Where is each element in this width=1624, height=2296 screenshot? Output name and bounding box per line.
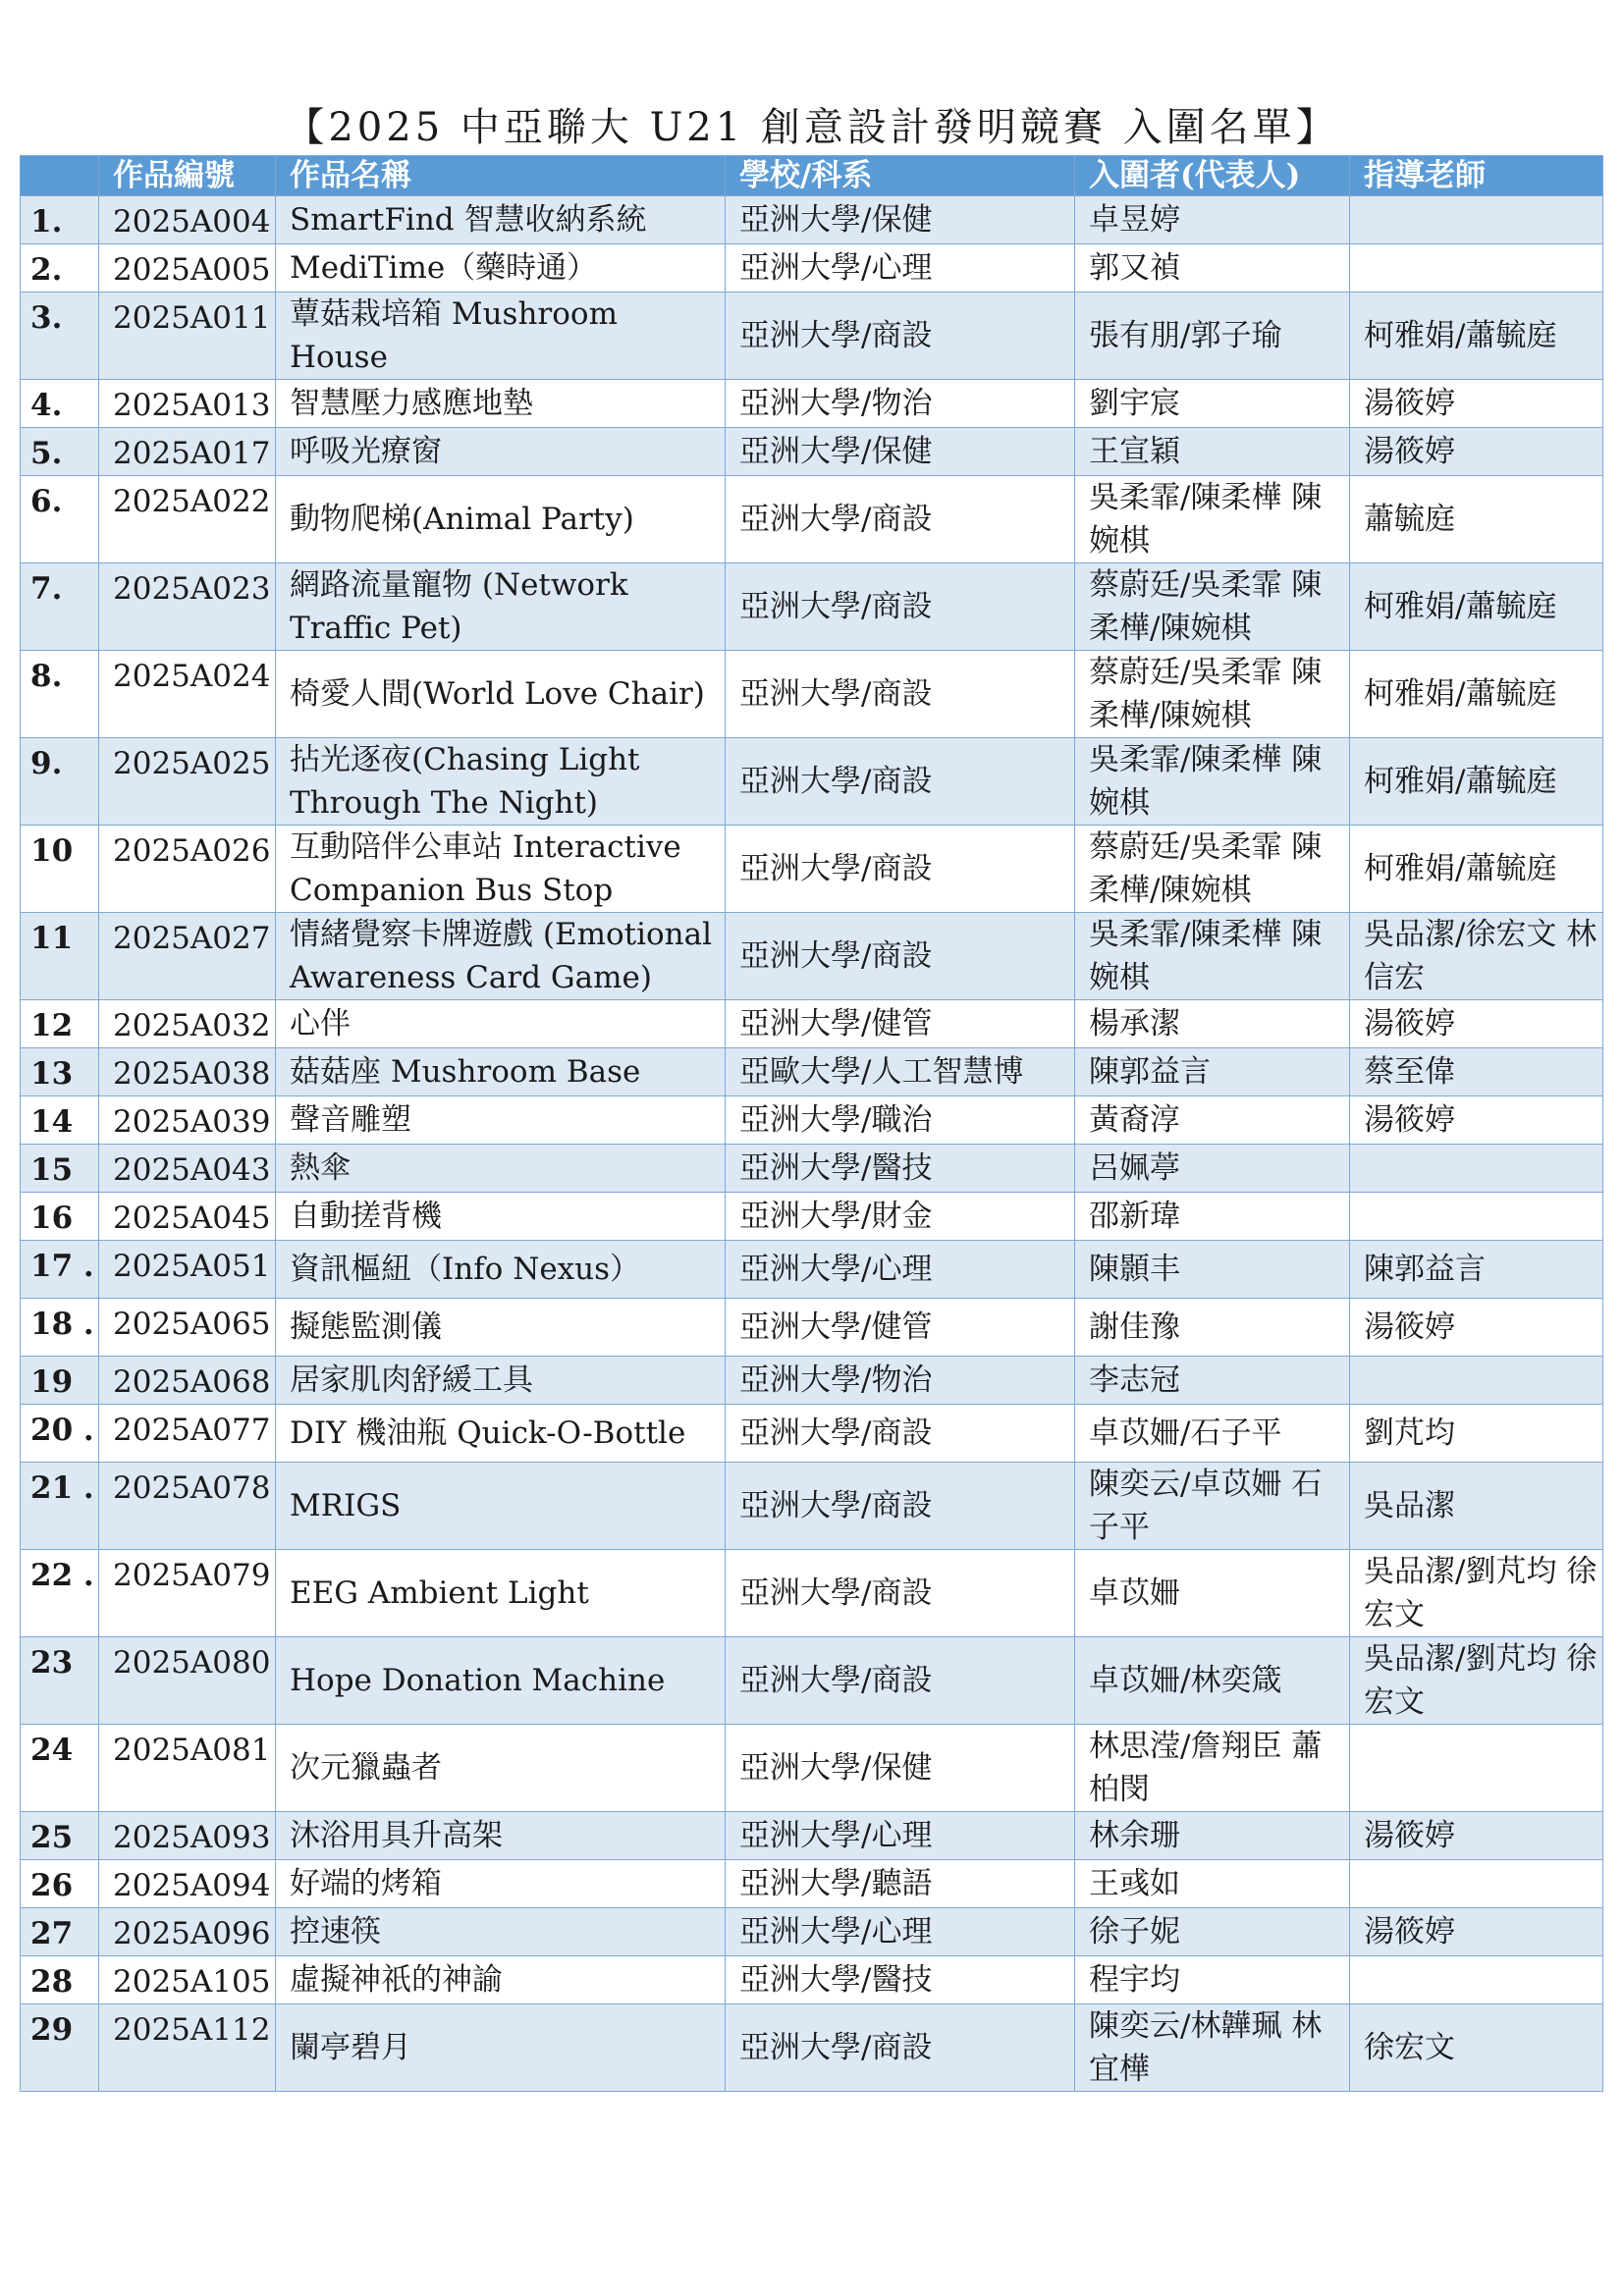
cell-id: 2025A038 <box>99 1048 276 1096</box>
cell-advisor <box>1350 196 1603 244</box>
cell-advisor: 湯筱婷 <box>1350 1096 1603 1145</box>
cell-id: 2025A051 <box>99 1241 276 1299</box>
cell-finalist: 陳郭益言 <box>1075 1048 1350 1096</box>
cell-school: 亞洲大學/商設 <box>726 738 1075 826</box>
cell-school: 亞洲大學/商設 <box>726 1550 1075 1637</box>
cell-name: 網路流量寵物 (Network Traffic Pet) <box>276 563 726 651</box>
cell-school: 亞洲大學/商設 <box>726 476 1075 563</box>
table-row <box>21 244 1603 293</box>
cell-advisor <box>1350 1956 1603 2004</box>
cell-num: 16 <box>21 1193 99 1241</box>
page-title: 【2025 中亞聯大 U21 創意設計發明競賽 入圍名單】 <box>285 105 1339 150</box>
table-header-row <box>21 156 1603 196</box>
cell-finalist: 陳奕云/林韡珮 林宜樺 <box>1075 2004 1350 2092</box>
cell-advisor: 湯筱婷 <box>1350 428 1603 476</box>
cell-name: 居家肌肉舒緩工具 <box>276 1357 726 1405</box>
cell-num: 13 <box>21 1048 99 1096</box>
cell-advisor <box>1350 1357 1603 1405</box>
cell-advisor: 柯雅娟/蕭毓庭 <box>1350 651 1603 738</box>
cell-advisor: 柯雅娟/蕭毓庭 <box>1350 826 1603 913</box>
table-row <box>21 293 1603 380</box>
cell-finalist: 楊承潔 <box>1075 1000 1350 1048</box>
cell-name: 情緒覺察卡牌遊戲 (Emotional Awareness Card Game) <box>276 913 726 1000</box>
cell-id: 2025A023 <box>99 563 276 651</box>
cell-name: 熱傘 <box>276 1145 726 1193</box>
cell-finalist: 吳柔霏/陳柔樺 陳婉棋 <box>1075 913 1350 1000</box>
cell-finalist: 邵新瑋 <box>1075 1193 1350 1241</box>
cell-advisor: 徐宏文 <box>1350 2004 1603 2092</box>
cell-finalist: 謝佳豫 <box>1075 1299 1350 1357</box>
cell-id: 2025A078 <box>99 1463 276 1550</box>
cell-id: 2025A080 <box>99 1637 276 1725</box>
cell-finalist: 林思滢/詹翔臣 蕭柏閔 <box>1075 1725 1350 1812</box>
cell-name: 智慧壓力感應地墊 <box>276 380 726 428</box>
cell-advisor: 柯雅娟/蕭毓庭 <box>1350 293 1603 380</box>
cell-name: EEG Ambient Light <box>276 1550 726 1637</box>
cell-id: 2025A094 <box>99 1860 276 1908</box>
cell-advisor: 湯筱婷 <box>1350 1812 1603 1860</box>
cell-num: 18 . <box>21 1299 99 1357</box>
cell-name: 次元獵蟲者 <box>276 1725 726 1812</box>
cell-finalist: 呂姵葶 <box>1075 1145 1350 1193</box>
cell-finalist: 蔡蔚廷/吳柔霏 陳柔樺/陳婉棋 <box>1075 651 1350 738</box>
cell-id: 2025A017 <box>99 428 276 476</box>
cell-school: 亞洲大學/醫技 <box>726 1145 1075 1193</box>
cell-id: 2025A013 <box>99 380 276 428</box>
cell-num: 17 . <box>21 1241 99 1299</box>
cell-id: 2025A068 <box>99 1357 276 1405</box>
cell-finalist: 李志冠 <box>1075 1357 1350 1405</box>
cell-name: DIY 機油瓶 Quick-O-Bottle <box>276 1405 726 1463</box>
cell-school: 亞洲大學/保健 <box>726 428 1075 476</box>
cell-school: 亞洲大學/心理 <box>726 1812 1075 1860</box>
table-row <box>21 563 1603 651</box>
cell-advisor: 吳品潔 <box>1350 1463 1603 1550</box>
cell-num: 1. <box>21 196 99 244</box>
cell-finalist: 吳柔霏/陳柔樺 陳婉棋 <box>1075 476 1350 563</box>
cell-advisor: 陳郭益言 <box>1350 1241 1603 1299</box>
cell-finalist: 陳奕云/卓苡姍 石子平 <box>1075 1463 1350 1550</box>
cell-name: 聲音雕塑 <box>276 1096 726 1145</box>
table-row <box>21 1725 1603 1812</box>
cell-advisor: 柯雅娟/蕭毓庭 <box>1350 738 1603 826</box>
table-row <box>21 1096 1603 1145</box>
cell-num: 25 <box>21 1812 99 1860</box>
cell-advisor: 吳品潔/徐宏文 林信宏 <box>1350 913 1603 1000</box>
cell-num: 19 <box>21 1357 99 1405</box>
cell-num: 9. <box>21 738 99 826</box>
cell-id: 2025A032 <box>99 1000 276 1048</box>
cell-name: 呼吸光療窗 <box>276 428 726 476</box>
table-row <box>21 651 1603 738</box>
cell-num: 4. <box>21 380 99 428</box>
table-row <box>21 1550 1603 1637</box>
cell-school: 亞洲大學/物治 <box>726 1357 1075 1405</box>
cell-finalist: 程宇均 <box>1075 1956 1350 2004</box>
cell-id: 2025A093 <box>99 1812 276 1860</box>
table-row <box>21 1145 1603 1193</box>
cell-name: 自動搓背機 <box>276 1193 726 1241</box>
cell-id: 2025A005 <box>99 244 276 293</box>
cell-advisor <box>1350 1193 1603 1241</box>
table-row <box>21 2004 1603 2092</box>
column-header-num <box>21 156 99 196</box>
cell-num: 29 <box>21 2004 99 2092</box>
cell-num: 6. <box>21 476 99 563</box>
cell-num: 2. <box>21 244 99 293</box>
cell-id: 2025A079 <box>99 1550 276 1637</box>
cell-id: 2025A043 <box>99 1145 276 1193</box>
cell-name: 互動陪伴公車站 Interactive Companion Bus Stop <box>276 826 726 913</box>
cell-num: 7. <box>21 563 99 651</box>
cell-id: 2025A065 <box>99 1299 276 1357</box>
cell-name: 資訊樞紐（Info Nexus） <box>276 1241 726 1299</box>
cell-finalist: 王彧如 <box>1075 1860 1350 1908</box>
table-row <box>21 1357 1603 1405</box>
cell-school: 亞洲大學/心理 <box>726 1241 1075 1299</box>
cell-name: SmartFind 智慧收納系統 <box>276 196 726 244</box>
cell-num: 23 <box>21 1637 99 1725</box>
cell-num: 14 <box>21 1096 99 1145</box>
cell-name: 拈光逐夜(Chasing Light Through The Night) <box>276 738 726 826</box>
cell-id: 2025A105 <box>99 1956 276 2004</box>
column-header-name: 作品名稱 <box>276 156 726 196</box>
cell-id: 2025A024 <box>99 651 276 738</box>
cell-name: MRIGS <box>276 1463 726 1550</box>
table-row <box>21 1405 1603 1463</box>
cell-school: 亞洲大學/商設 <box>726 913 1075 1000</box>
cell-num: 3. <box>21 293 99 380</box>
cell-finalist: 林余珊 <box>1075 1812 1350 1860</box>
cell-school: 亞洲大學/健管 <box>726 1299 1075 1357</box>
table-row <box>21 1637 1603 1725</box>
cell-id: 2025A022 <box>99 476 276 563</box>
cell-name: 控速筷 <box>276 1908 726 1956</box>
cell-advisor: 湯筱婷 <box>1350 380 1603 428</box>
column-header-advisor: 指導老師 <box>1350 156 1603 196</box>
table-row <box>21 1463 1603 1550</box>
cell-school: 亞洲大學/醫技 <box>726 1956 1075 2004</box>
cell-advisor: 蔡至偉 <box>1350 1048 1603 1096</box>
table-row <box>21 1812 1603 1860</box>
cell-school: 亞洲大學/心理 <box>726 244 1075 293</box>
cell-id: 2025A027 <box>99 913 276 1000</box>
cell-name: 沐浴用具升高架 <box>276 1812 726 1860</box>
cell-advisor: 劉芃均 <box>1350 1405 1603 1463</box>
cell-advisor: 蕭毓庭 <box>1350 476 1603 563</box>
cell-finalist: 郭又禎 <box>1075 244 1350 293</box>
cell-finalist: 蔡蔚廷/吳柔霏 陳柔樺/陳婉棋 <box>1075 826 1350 913</box>
cell-school: 亞洲大學/商設 <box>726 826 1075 913</box>
cell-id: 2025A112 <box>99 2004 276 2092</box>
cell-num: 10 <box>21 826 99 913</box>
table-row <box>21 1000 1603 1048</box>
cell-finalist: 王宣穎 <box>1075 428 1350 476</box>
cell-name: 動物爬梯(Animal Party) <box>276 476 726 563</box>
cell-school: 亞洲大學/物治 <box>726 380 1075 428</box>
table-row <box>21 826 1603 913</box>
cell-school: 亞洲大學/職治 <box>726 1096 1075 1145</box>
cell-id: 2025A045 <box>99 1193 276 1241</box>
cell-finalist: 卓苡姍/石子平 <box>1075 1405 1350 1463</box>
cell-school: 亞洲大學/保健 <box>726 196 1075 244</box>
cell-school: 亞歐大學/人工智慧博 <box>726 1048 1075 1096</box>
cell-id: 2025A039 <box>99 1096 276 1145</box>
cell-num: 21 . <box>21 1463 99 1550</box>
cell-num: 15 <box>21 1145 99 1193</box>
cell-advisor: 湯筱婷 <box>1350 1299 1603 1357</box>
column-header-school: 學校/科系 <box>726 156 1075 196</box>
cell-id: 2025A025 <box>99 738 276 826</box>
cell-num: 12 <box>21 1000 99 1048</box>
cell-school: 亞洲大學/商設 <box>726 563 1075 651</box>
cell-num: 27 <box>21 1908 99 1956</box>
table-body <box>21 196 1603 2092</box>
cell-advisor: 吳品潔/劉芃均 徐宏文 <box>1350 1637 1603 1725</box>
cell-num: 5. <box>21 428 99 476</box>
cell-num: 22 . <box>21 1550 99 1637</box>
table-row <box>21 196 1603 244</box>
cell-school: 亞洲大學/商設 <box>726 651 1075 738</box>
cell-school: 亞洲大學/保健 <box>726 1725 1075 1812</box>
cell-advisor: 吳品潔/劉芃均 徐宏文 <box>1350 1550 1603 1637</box>
cell-num: 24 <box>21 1725 99 1812</box>
cell-num: 8. <box>21 651 99 738</box>
cell-name: 擬態監測儀 <box>276 1299 726 1357</box>
cell-id: 2025A026 <box>99 826 276 913</box>
cell-id: 2025A096 <box>99 1908 276 1956</box>
cell-name: 闌亭碧月 <box>276 2004 726 2092</box>
cell-id: 2025A081 <box>99 1725 276 1812</box>
finalist-table <box>20 155 1603 2092</box>
cell-finalist: 卓昱婷 <box>1075 196 1350 244</box>
table-row <box>21 1299 1603 1357</box>
cell-num: 28 <box>21 1956 99 2004</box>
cell-school: 亞洲大學/商設 <box>726 293 1075 380</box>
cell-school: 亞洲大學/商設 <box>726 1405 1075 1463</box>
cell-school: 亞洲大學/商設 <box>726 1463 1075 1550</box>
table-row <box>21 913 1603 1000</box>
cell-advisor <box>1350 244 1603 293</box>
table-row <box>21 1908 1603 1956</box>
cell-advisor <box>1350 1860 1603 1908</box>
cell-id: 2025A004 <box>99 196 276 244</box>
cell-finalist: 張有朋/郭子瑜 <box>1075 293 1350 380</box>
cell-advisor: 柯雅娟/蕭毓庭 <box>1350 563 1603 651</box>
cell-name: 蕈菇栽培箱 Mushroom House <box>276 293 726 380</box>
cell-school: 亞洲大學/商設 <box>726 1637 1075 1725</box>
cell-num: 20 . <box>21 1405 99 1463</box>
table-row <box>21 380 1603 428</box>
cell-finalist: 陳顥丰 <box>1075 1241 1350 1299</box>
table-row <box>21 1193 1603 1241</box>
cell-id: 2025A011 <box>99 293 276 380</box>
cell-id: 2025A077 <box>99 1405 276 1463</box>
cell-school: 亞洲大學/健管 <box>726 1000 1075 1048</box>
cell-finalist: 徐子妮 <box>1075 1908 1350 1956</box>
cell-name: Hope Donation Machine <box>276 1637 726 1725</box>
cell-name: 好端的烤箱 <box>276 1860 726 1908</box>
cell-advisor <box>1350 1725 1603 1812</box>
cell-school: 亞洲大學/商設 <box>726 2004 1075 2092</box>
cell-finalist: 劉宇宸 <box>1075 380 1350 428</box>
table-row <box>21 1241 1603 1299</box>
cell-advisor: 湯筱婷 <box>1350 1908 1603 1956</box>
cell-num: 11 <box>21 913 99 1000</box>
cell-finalist: 黃裔淳 <box>1075 1096 1350 1145</box>
table-row <box>21 428 1603 476</box>
cell-name: 心伴 <box>276 1000 726 1048</box>
column-header-id: 作品編號 <box>99 156 276 196</box>
table-row <box>21 1860 1603 1908</box>
cell-advisor: 湯筱婷 <box>1350 1000 1603 1048</box>
cell-finalist: 吳柔霏/陳柔樺 陳婉棋 <box>1075 738 1350 826</box>
cell-school: 亞洲大學/財金 <box>726 1193 1075 1241</box>
cell-advisor <box>1350 1145 1603 1193</box>
table-row <box>21 738 1603 826</box>
cell-num: 26 <box>21 1860 99 1908</box>
cell-finalist: 卓苡姍 <box>1075 1550 1350 1637</box>
cell-finalist: 蔡蔚廷/吳柔霏 陳柔樺/陳婉棋 <box>1075 563 1350 651</box>
table-row <box>21 1956 1603 2004</box>
cell-finalist: 卓苡姍/林奕箴 <box>1075 1637 1350 1725</box>
cell-school: 亞洲大學/心理 <box>726 1908 1075 1956</box>
table-row <box>21 476 1603 563</box>
cell-name: 椅愛人間(World Love Chair) <box>276 651 726 738</box>
cell-school: 亞洲大學/聽語 <box>726 1860 1075 1908</box>
cell-name: 虛擬神祇的神諭 <box>276 1956 726 2004</box>
column-header-finalist: 入圍者(代表人) <box>1075 156 1350 196</box>
cell-name: 菇菇座 Mushroom Base <box>276 1048 726 1096</box>
cell-name: MediTime（藥時通） <box>276 244 726 293</box>
table-row <box>21 1048 1603 1096</box>
